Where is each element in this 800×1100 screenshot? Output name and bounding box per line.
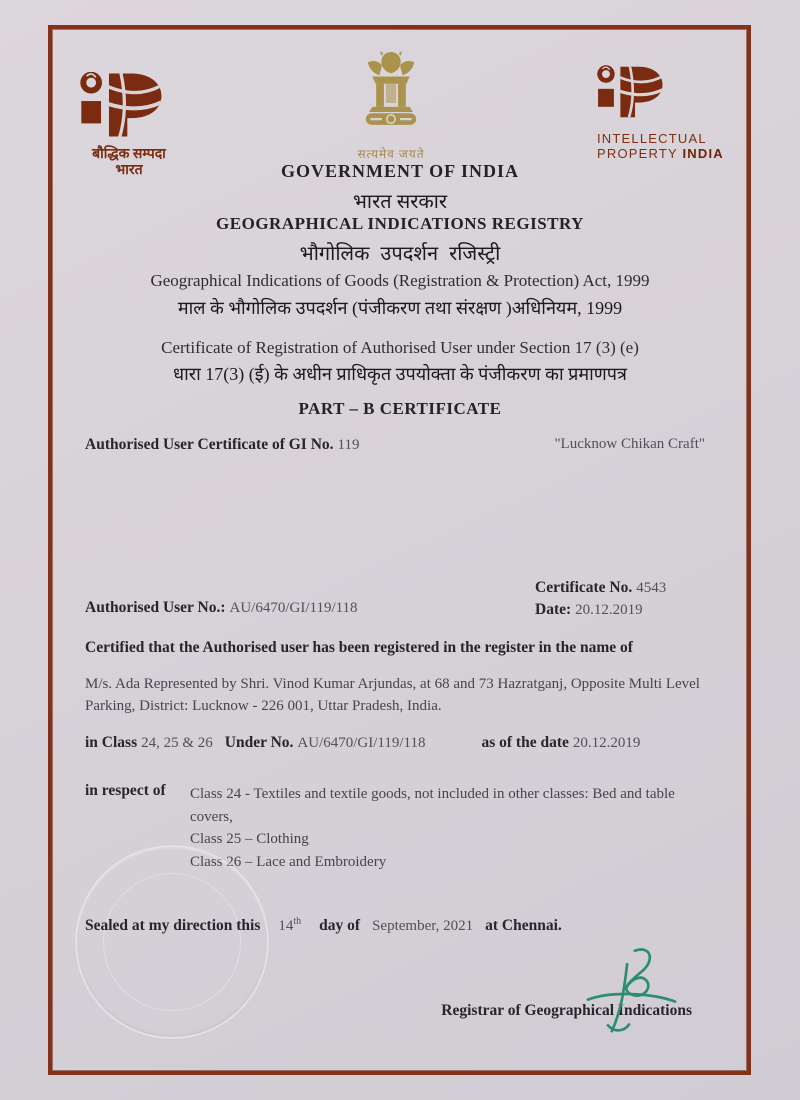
class-24-line: Class 24 - Textiles and textile goods, not included in other classes: Bed and table covers,	[190, 786, 675, 825]
ashoka-emblem	[357, 46, 425, 161]
registry-title-hi: भौगोलिक उपदर्शन रजिस्ट्री	[299, 243, 501, 265]
left-logo-caption: बौद्धिक सम्पदा भारत	[92, 147, 166, 179]
sealed-label-2: day of	[319, 917, 361, 934]
under-label: Under No.	[224, 734, 294, 751]
embossed-seal	[75, 845, 269, 1039]
sealed-month: September, 2021	[372, 918, 474, 934]
gov-title-en: GOVERNMENT OF INDIA	[280, 161, 519, 181]
registrant-paragraph: M/s. Ada Represented by Shri. Vinod Kumar Arjundas, at 68 and 73 Hazratganj, Opposite Multi Level Parking, District: Lucknow - 226 001, Uttar Pradesh, India.	[85, 676, 700, 715]
act-line-hi: माल के भौगोलिक उपदर्शन (पंजीकरण तथा संरक्षण )अधिनियम, 1999	[177, 298, 623, 318]
sealed-label-1: Sealed at my direction this	[85, 917, 261, 934]
emblem-caption: सत्यमेव जयते	[357, 147, 425, 161]
sealed-label-3: at Chennai.	[485, 917, 562, 934]
class-25-line: Class 25 – Clothing	[190, 831, 309, 847]
sealed-row	[85, 916, 562, 935]
cert-no-label: Certificate No.	[535, 579, 633, 596]
gov-title-hi: भारत सरकार	[352, 191, 448, 213]
gi-number: 119	[337, 437, 360, 453]
ip-india-logo-icon	[80, 72, 172, 138]
au-no-value: AU/6470/GI/119/118	[229, 600, 358, 616]
ashoka-lion-capital-icon	[362, 46, 420, 138]
ip-india-logo-right	[597, 64, 747, 162]
cert-no-value: 4543	[636, 580, 667, 596]
class-value: 24, 25 & 26	[141, 735, 213, 751]
date-value: 20.12.2019	[575, 602, 643, 618]
class-label: in Class	[85, 734, 138, 751]
registrar-line: Registrar of Geographical Indications	[441, 1002, 692, 1019]
class-26-line: Class 26 – Lace and Embroidery	[190, 853, 387, 870]
act-line-en: Geographical Indications of Goods (Registration & Protection) Act, 1999	[150, 271, 650, 290]
certified-line: Certified that the Authorised user has been registered in the register in the name of	[85, 639, 633, 656]
registrar-signature-icon	[582, 945, 678, 1035]
under-value: AU/6470/GI/119/118	[297, 735, 426, 751]
au-no-label: Authorised User No.:	[85, 599, 226, 616]
right-logo-caption: INTELLECTUAL PROPERTY INDIA	[597, 131, 724, 162]
cert-no-block	[535, 577, 666, 621]
asof-label: as of the date	[481, 734, 569, 751]
date-label: Date:	[535, 601, 572, 618]
gi-label: Authorised User Certificate of GI No.	[85, 436, 334, 453]
section-line-hi: धारा 17(3) (ई) के अधीन प्राधिकृत उपयोक्ता के पंजीकरण का प्रमाणपत्र	[173, 364, 627, 384]
ip-india-logo-left	[80, 72, 172, 179]
ip-india-logo-icon	[597, 64, 671, 120]
registry-title-en: GEOGRAPHICAL INDICATIONS REGISTRY	[216, 214, 584, 233]
respect-label: in respect of	[85, 782, 166, 799]
part-b-title: PART – B CERTIFICATE	[298, 399, 502, 418]
respect-classes	[190, 783, 715, 873]
asof-value: 20.12.2019	[572, 735, 641, 751]
gi-number-row	[85, 436, 359, 454]
section-line-en: Certificate of Registration of Authorised User under Section 17 (3) (e)	[161, 338, 639, 357]
class-row	[85, 734, 710, 752]
gi-name: "Lucknow Chikan Craft"	[554, 436, 705, 452]
sealed-day: 14th	[278, 916, 302, 934]
au-no-row	[85, 599, 358, 617]
